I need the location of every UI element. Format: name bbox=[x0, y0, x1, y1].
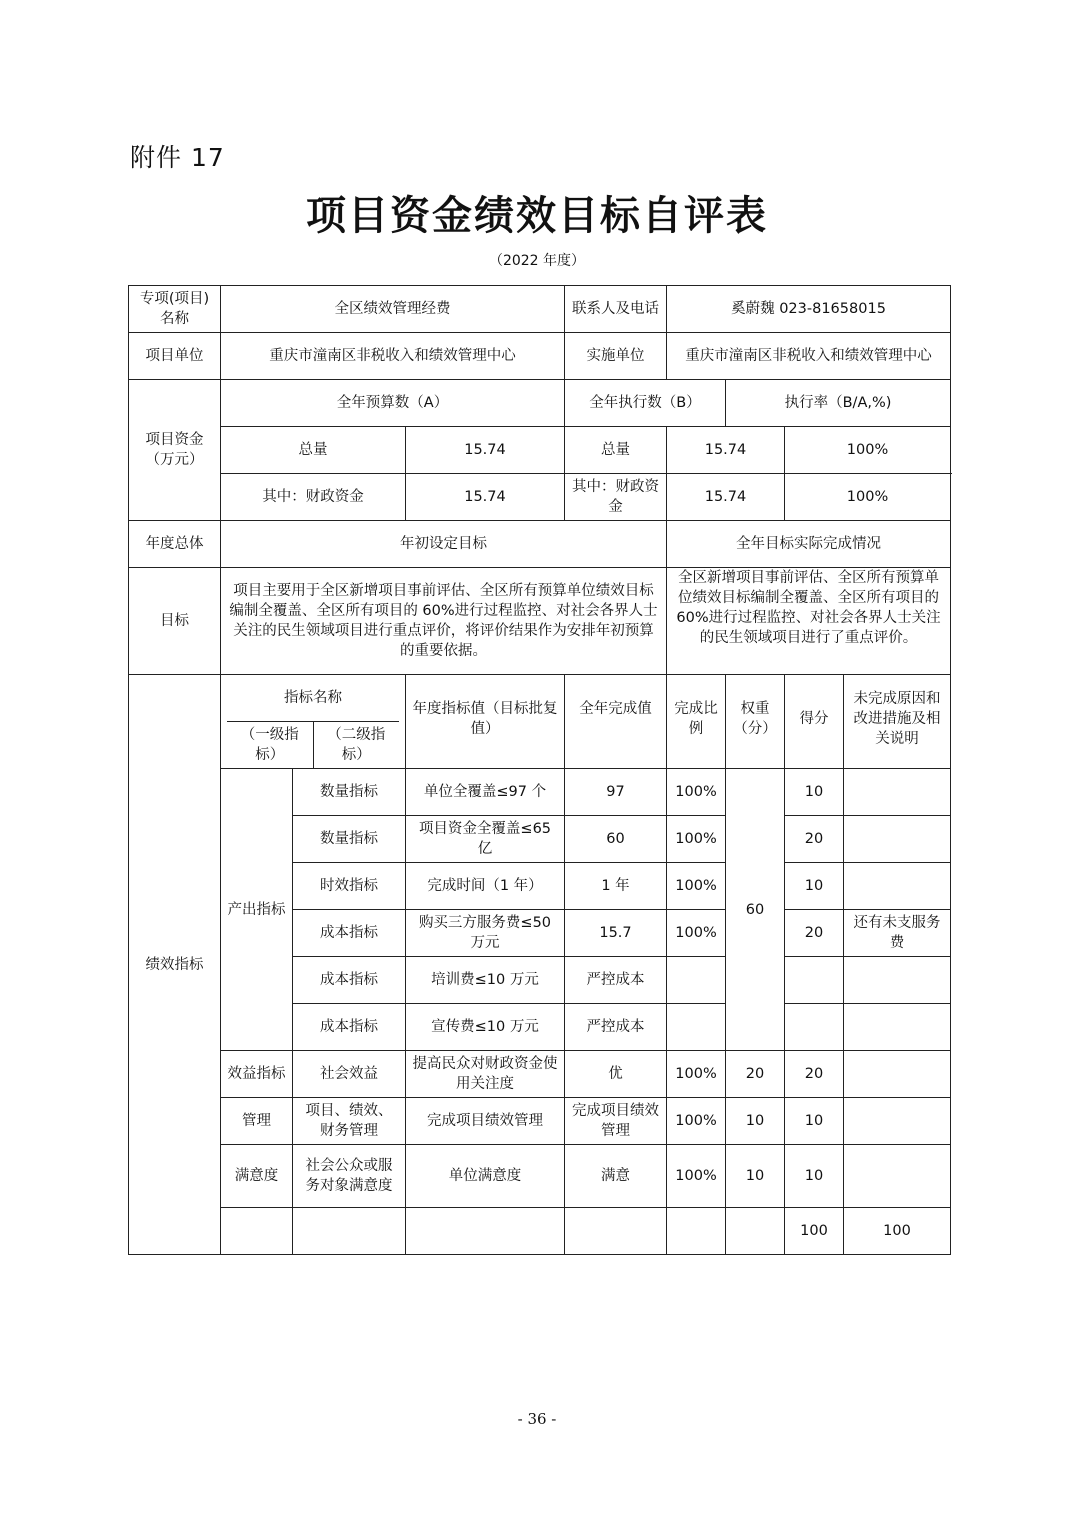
score-cell bbox=[785, 1004, 844, 1051]
note-cell bbox=[844, 1145, 951, 1208]
contact-value: 奚蔚魏 023-81658015 bbox=[667, 286, 951, 333]
score-cell: 10 bbox=[785, 769, 844, 816]
table-row bbox=[129, 1145, 951, 1208]
level2-cell: 时效指标 bbox=[293, 863, 406, 910]
evaluation-table bbox=[128, 285, 951, 1255]
ratio-cell: 100% bbox=[667, 910, 726, 957]
note-cell: 还有未支服务费 bbox=[844, 910, 951, 957]
fiscal-exec-label: 其中：财政资金 bbox=[565, 474, 667, 521]
actual-cell: 满意 bbox=[565, 1145, 667, 1208]
target-cell: 购买三方服务费≤50万元 bbox=[406, 910, 565, 957]
level2-cell: 成本指标 bbox=[293, 910, 406, 957]
output-weight-cell: 60 bbox=[726, 769, 785, 1051]
budget-header: 全年预算数（A） bbox=[221, 380, 565, 427]
indicator-name-title: 指标名称 bbox=[227, 675, 399, 722]
fiscal-rate-value: 100% bbox=[785, 474, 951, 521]
score-cell: 10 bbox=[785, 863, 844, 910]
ratio-cell bbox=[667, 957, 726, 1004]
total-exec-label: 总量 bbox=[565, 427, 667, 474]
ratio-cell bbox=[667, 1004, 726, 1051]
project-unit-label: 项目单位 bbox=[129, 333, 221, 380]
actual-cell: 严控成本 bbox=[565, 957, 667, 1004]
level1-cell: 管理 bbox=[221, 1098, 293, 1145]
target-cell: 宣传费≤10 万元 bbox=[406, 1004, 565, 1051]
document-title: 项目资金绩效目标自评表 bbox=[306, 193, 768, 239]
total-row bbox=[129, 1208, 951, 1255]
level2-cell: 社会效益 bbox=[293, 1051, 406, 1098]
target-header: 年度指标值（目标批复值） bbox=[406, 675, 565, 769]
total-budget-label: 总量 bbox=[221, 427, 406, 474]
actual-cell: 60 bbox=[565, 816, 667, 863]
level2-cell: 数量指标 bbox=[293, 816, 406, 863]
impl-unit-value: 重庆市潼南区非税收入和绩效管理中心 bbox=[667, 333, 951, 380]
score-cell: 20 bbox=[785, 910, 844, 957]
note-cell bbox=[844, 816, 951, 863]
project-name-value: 全区绩效管理经费 bbox=[221, 286, 565, 333]
actual-cell: 1 年 bbox=[565, 863, 667, 910]
exec-header: 全年执行数（B） bbox=[565, 380, 726, 427]
ratio-cell: 100% bbox=[667, 816, 726, 863]
weight-cell: 10 bbox=[726, 1098, 785, 1145]
level2-header: （二级指标） bbox=[327, 727, 386, 763]
indicator-name-header bbox=[221, 675, 406, 769]
table-row bbox=[129, 1051, 951, 1098]
attachment-label: 附件 17 bbox=[130, 143, 225, 172]
fiscal-exec-value: 15.74 bbox=[667, 474, 785, 521]
weight-cell: 20 bbox=[726, 1051, 785, 1098]
target-label: 目标 bbox=[129, 568, 221, 675]
fiscal-budget-label: 其中：财政资金 bbox=[221, 474, 406, 521]
score-cell: 10 bbox=[785, 1145, 844, 1208]
ratio-cell: 100% bbox=[667, 1051, 726, 1098]
actual-cell: 优 bbox=[565, 1051, 667, 1098]
overall-label: 年度总体 bbox=[129, 521, 221, 568]
score-cell: 20 bbox=[785, 816, 844, 863]
ratio-header: 完成比例 bbox=[667, 675, 726, 769]
level1-cell: 效益指标 bbox=[221, 1051, 293, 1098]
actual-header: 全年完成值 bbox=[565, 675, 667, 769]
project-name-label: 专项(项目)名称 bbox=[129, 286, 221, 333]
page-number: - 36 - bbox=[517, 1410, 557, 1428]
initial-goal-header: 年初设定目标 bbox=[221, 521, 667, 568]
output-group-label: 产出指标 bbox=[221, 769, 293, 1051]
target-cell: 培训费≤10 万元 bbox=[406, 957, 565, 1004]
total-weight-cell: 100 bbox=[785, 1208, 844, 1255]
year-label: （2022 年度） bbox=[488, 253, 586, 269]
total-score-cell: 100 bbox=[844, 1208, 951, 1255]
target-cell: 单位全覆盖≤97 个 bbox=[406, 769, 565, 816]
indicators-section-label: 绩效指标 bbox=[129, 675, 221, 1255]
level2-cell: 成本指标 bbox=[293, 957, 406, 1004]
target-cell: 完成时间（1 年） bbox=[406, 863, 565, 910]
total-exec-value: 15.74 bbox=[667, 427, 785, 474]
score-cell: 20 bbox=[785, 1051, 844, 1098]
note-cell bbox=[844, 863, 951, 910]
level2-cell: 成本指标 bbox=[293, 1004, 406, 1051]
ratio-cell: 100% bbox=[667, 863, 726, 910]
level2-cell: 项目、绩效、财务管理 bbox=[293, 1098, 406, 1145]
target-cell: 提高民众对财政资金使用关注度 bbox=[406, 1051, 565, 1098]
table-row bbox=[129, 1098, 951, 1145]
level1-cell: 满意度 bbox=[221, 1145, 293, 1208]
rate-header: 执行率（B/A,%) bbox=[726, 380, 951, 427]
target-cell: 单位满意度 bbox=[406, 1145, 565, 1208]
table-row bbox=[129, 769, 951, 816]
note-cell bbox=[844, 1098, 951, 1145]
actual-cell: 严控成本 bbox=[565, 1004, 667, 1051]
score-header: 得分 bbox=[785, 675, 844, 769]
funds-label: 项目资金（万元） bbox=[129, 380, 221, 521]
weight-header: 权重（分） bbox=[726, 675, 785, 769]
note-cell bbox=[844, 769, 951, 816]
note-cell bbox=[844, 1004, 951, 1051]
impl-unit-label: 实施单位 bbox=[565, 333, 667, 380]
level1-header: （一级指标） bbox=[227, 722, 313, 769]
actual-cell: 97 bbox=[565, 769, 667, 816]
score-cell bbox=[785, 957, 844, 1004]
ratio-cell: 100% bbox=[667, 769, 726, 816]
initial-goal-text: 项目主要用于全区新增项目事前评估、全区所有预算单位绩效目标编制全覆盖、全区所有项目的 60%进行过程监控、对社会各界人士关注的民生领域项目进行重点评价，将评价结果作为安排年初预算的重要依据。 bbox=[221, 568, 667, 675]
note-cell bbox=[844, 957, 951, 1004]
target-cell: 完成项目绩效管理 bbox=[406, 1098, 565, 1145]
note-cell bbox=[844, 1051, 951, 1098]
actual-cell: 完成项目绩效管理 bbox=[565, 1098, 667, 1145]
note-header: 未完成原因和改进措施及相关说明 bbox=[844, 675, 951, 769]
level2-cell: 社会公众或服务对象满意度 bbox=[293, 1145, 406, 1208]
actual-cell: 15.7 bbox=[565, 910, 667, 957]
contact-label: 联系人及电话 bbox=[565, 286, 667, 333]
total-rate-value: 100% bbox=[785, 427, 951, 474]
level2-cell: 数量指标 bbox=[293, 769, 406, 816]
actual-goal-header: 全年目标实际完成情况 bbox=[667, 521, 951, 568]
score-cell: 10 bbox=[785, 1098, 844, 1145]
target-cell: 项目资金全覆盖≤65亿 bbox=[406, 816, 565, 863]
total-budget-value: 15.74 bbox=[406, 427, 565, 474]
fiscal-budget-value: 15.74 bbox=[406, 474, 565, 521]
weight-cell: 10 bbox=[726, 1145, 785, 1208]
ratio-cell: 100% bbox=[667, 1145, 726, 1208]
project-unit-value: 重庆市潼南区非税收入和绩效管理中心 bbox=[221, 333, 565, 380]
actual-goal-text: 全区新增项目事前评估、全区所有预算单位绩效目标编制全覆盖、全区所有项目的 60%进行过程监控、对社会各界人士关注的民生领域项目进行了重点评价。 bbox=[667, 568, 951, 675]
ratio-cell: 100% bbox=[667, 1098, 726, 1145]
